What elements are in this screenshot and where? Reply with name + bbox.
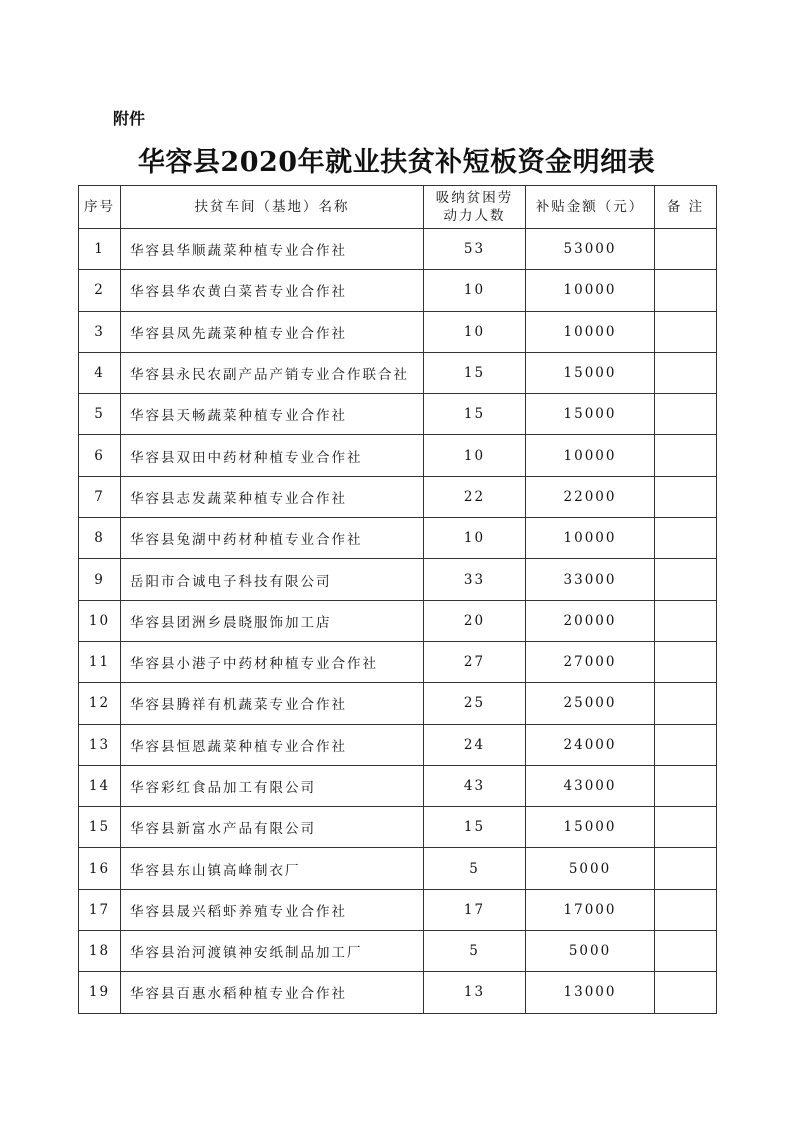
- cell-remark: [655, 931, 717, 972]
- cell-amount: 33000: [526, 559, 655, 600]
- cell-no: 8: [79, 518, 121, 559]
- cell-amount: 53000: [526, 229, 655, 270]
- cell-name: 华容县晟兴稻虾养殖专业合作社: [121, 889, 424, 930]
- cell-remark: [655, 848, 717, 889]
- cell-no: 11: [79, 641, 121, 682]
- cell-name: 华容县志发蔬菜种植专业合作社: [121, 476, 424, 517]
- cell-remark: [655, 270, 717, 311]
- cell-no: 15: [79, 807, 121, 848]
- cell-no: 5: [79, 394, 121, 435]
- header-workers-line1: 吸纳贫困劳: [435, 190, 514, 206]
- table-row: [79, 972, 717, 1013]
- cell-amount: 20000: [526, 600, 655, 641]
- cell-workers: 10: [424, 435, 526, 476]
- table-row: [79, 394, 717, 435]
- cell-name: 华容县华农黄白菜苔专业合作社: [121, 270, 424, 311]
- cell-amount: 5000: [526, 931, 655, 972]
- cell-name: 岳阳市合诚电子科技有限公司: [121, 559, 424, 600]
- cell-amount: 10000: [526, 311, 655, 352]
- cell-workers: 10: [424, 311, 526, 352]
- cell-no: 9: [79, 559, 121, 600]
- cell-amount: 27000: [526, 641, 655, 682]
- cell-amount: 24000: [526, 724, 655, 765]
- cell-remark: [655, 889, 717, 930]
- table-row: [79, 889, 717, 930]
- cell-no: 3: [79, 311, 121, 352]
- table-row: [79, 765, 717, 806]
- cell-workers: 25: [424, 683, 526, 724]
- cell-remark: [655, 435, 717, 476]
- cell-workers: 27: [424, 641, 526, 682]
- table-row: [79, 435, 717, 476]
- cell-workers: 10: [424, 270, 526, 311]
- cell-workers: 17: [424, 889, 526, 930]
- cell-no: 17: [79, 889, 121, 930]
- table-row: [79, 724, 717, 765]
- cell-name: 华容县恒恩蔬菜种植专业合作社: [121, 724, 424, 765]
- cell-no: 12: [79, 683, 121, 724]
- cell-amount: 17000: [526, 889, 655, 930]
- cell-remark: [655, 683, 717, 724]
- cell-workers: 43: [424, 765, 526, 806]
- table-row: [79, 600, 717, 641]
- cell-no: 2: [79, 270, 121, 311]
- cell-workers: 20: [424, 600, 526, 641]
- cell-no: 14: [79, 765, 121, 806]
- cell-amount: 15000: [526, 394, 655, 435]
- cell-no: 6: [79, 435, 121, 476]
- cell-workers: 33: [424, 559, 526, 600]
- table-row: [79, 807, 717, 848]
- cell-workers: 24: [424, 724, 526, 765]
- cell-no: 4: [79, 352, 121, 393]
- cell-name: 华容彩红食品加工有限公司: [121, 765, 424, 806]
- cell-remark: [655, 641, 717, 682]
- table-row: [79, 683, 717, 724]
- cell-amount: 5000: [526, 848, 655, 889]
- cell-amount: 22000: [526, 476, 655, 517]
- cell-no: 16: [79, 848, 121, 889]
- cell-remark: [655, 724, 717, 765]
- table-row: [79, 518, 717, 559]
- cell-name: 华容县天畅蔬菜种植专业合作社: [121, 394, 424, 435]
- cell-no: 13: [79, 724, 121, 765]
- table-row: [79, 559, 717, 600]
- cell-workers: 5: [424, 848, 526, 889]
- header-workers: [424, 186, 526, 229]
- funding-table: [78, 185, 717, 1014]
- table-row: [79, 270, 717, 311]
- cell-remark: [655, 807, 717, 848]
- cell-workers: 15: [424, 394, 526, 435]
- table-row: [79, 641, 717, 682]
- cell-name: 华容县永民农副产品产销专业合作联合社: [121, 352, 424, 393]
- cell-name: 华容县小港子中药材种植专业合作社: [121, 641, 424, 682]
- cell-amount: 10000: [526, 518, 655, 559]
- cell-remark: [655, 559, 717, 600]
- table-row: [79, 476, 717, 517]
- cell-name: 华容县治河渡镇神安纸制品加工厂: [121, 931, 424, 972]
- cell-workers: 5: [424, 931, 526, 972]
- cell-no: 19: [79, 972, 121, 1013]
- cell-name: 华容县百惠水稻种植专业合作社: [121, 972, 424, 1013]
- cell-workers: 13: [424, 972, 526, 1013]
- cell-remark: [655, 600, 717, 641]
- cell-workers: 10: [424, 518, 526, 559]
- cell-name: 华容县团洲乡晨晓服饰加工店: [121, 600, 424, 641]
- table-row: [79, 848, 717, 889]
- cell-name: 华容县新富水产品有限公司: [121, 807, 424, 848]
- cell-name: 华容县东山镇高峰制衣厂: [121, 848, 424, 889]
- attachment-label: 附件: [113, 109, 146, 128]
- cell-workers: 15: [424, 352, 526, 393]
- cell-amount: 25000: [526, 683, 655, 724]
- cell-workers: 53: [424, 229, 526, 270]
- cell-no: 1: [79, 229, 121, 270]
- cell-amount: 10000: [526, 270, 655, 311]
- cell-no: 10: [79, 600, 121, 641]
- cell-amount: 43000: [526, 765, 655, 806]
- cell-amount: 15000: [526, 807, 655, 848]
- header-name: 扶贫车间（基地）名称: [121, 186, 424, 229]
- cell-remark: [655, 972, 717, 1013]
- cell-remark: [655, 476, 717, 517]
- table-row: [79, 352, 717, 393]
- header-workers-line2: 动力人数: [443, 208, 506, 224]
- table-row: [79, 931, 717, 972]
- table-row: [79, 229, 717, 270]
- header-remark: 备 注: [655, 186, 717, 229]
- header-no: 序号: [79, 186, 121, 229]
- cell-name: 华容县腾祥有机蔬菜专业合作社: [121, 683, 424, 724]
- page-title: 华容县2020年就业扶贫补短板资金明细表: [137, 147, 656, 178]
- cell-remark: [655, 311, 717, 352]
- cell-workers: 15: [424, 807, 526, 848]
- table-row: [79, 311, 717, 352]
- cell-workers: 22: [424, 476, 526, 517]
- cell-remark: [655, 765, 717, 806]
- cell-name: 华容县双田中药材种植专业合作社: [121, 435, 424, 476]
- cell-amount: 10000: [526, 435, 655, 476]
- cell-remark: [655, 352, 717, 393]
- table-header-row: [79, 186, 717, 229]
- cell-remark: [655, 229, 717, 270]
- cell-remark: [655, 518, 717, 559]
- cell-no: 7: [79, 476, 121, 517]
- cell-amount: 15000: [526, 352, 655, 393]
- cell-amount: 13000: [526, 972, 655, 1013]
- cell-name: 华容县凤先蔬菜种植专业合作社: [121, 311, 424, 352]
- cell-name: 华容县华顺蔬菜种植专业合作社: [121, 229, 424, 270]
- cell-remark: [655, 394, 717, 435]
- cell-name: 华容县兔湖中药材种植专业合作社: [121, 518, 424, 559]
- cell-no: 18: [79, 931, 121, 972]
- header-amount: 补贴金额（元）: [526, 186, 655, 229]
